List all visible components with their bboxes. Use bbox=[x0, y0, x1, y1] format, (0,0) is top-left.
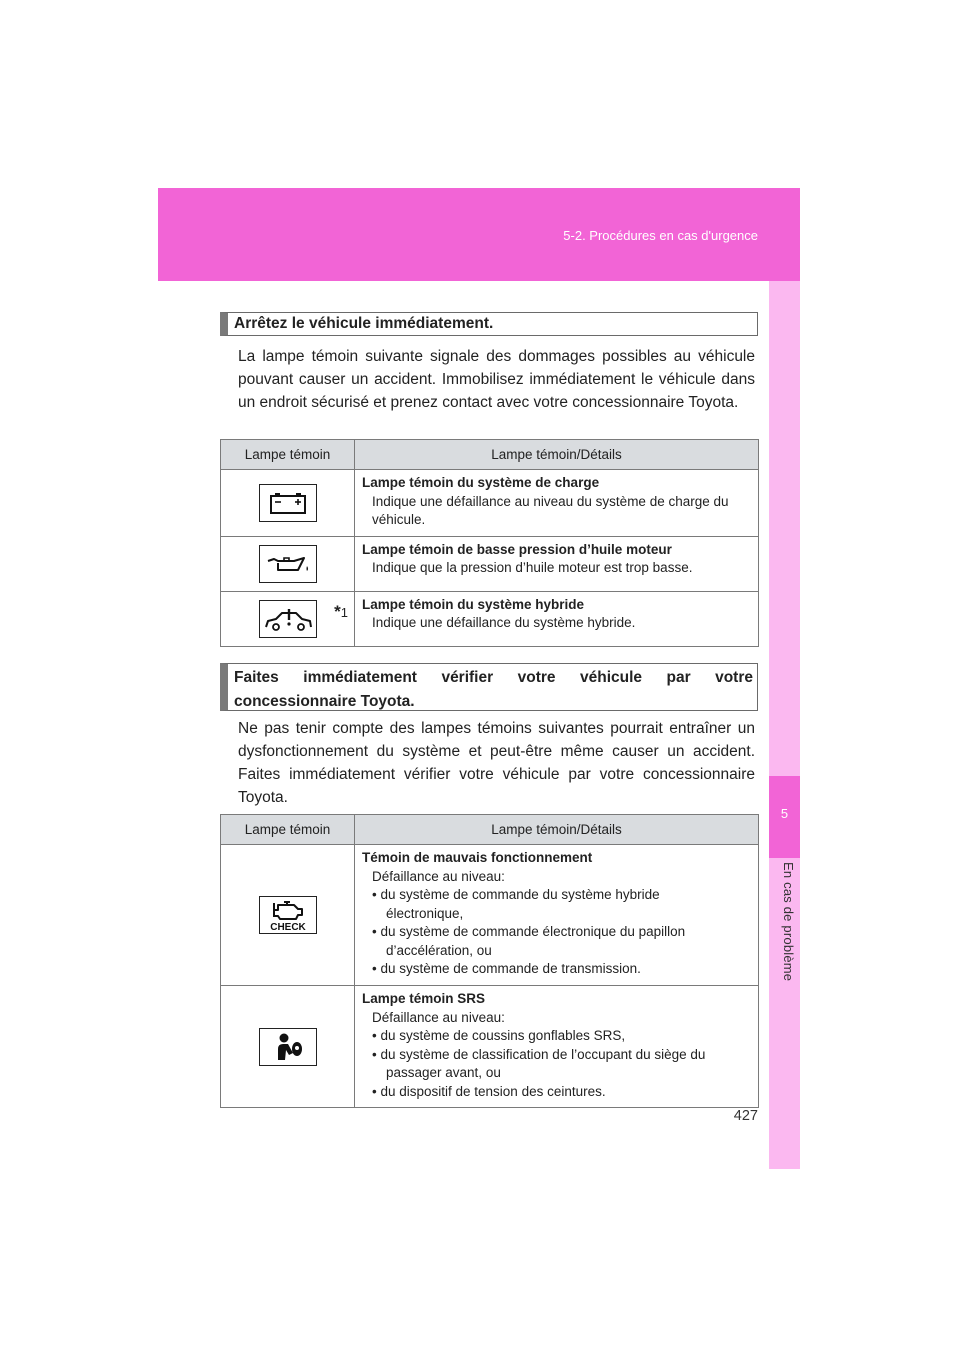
table-header-row bbox=[221, 440, 759, 470]
list-item-cont: d’accélération, ou bbox=[386, 942, 492, 958]
list-item: • du système de classification de l’occupant du siège du bbox=[372, 1046, 706, 1062]
chapter-number: 5 bbox=[780, 806, 789, 821]
lamp-title: Lampe témoin du système de charge bbox=[362, 475, 600, 490]
table-row bbox=[221, 845, 759, 986]
lamp-title: Lampe témoin du système hybride bbox=[362, 596, 585, 612]
section-paragraph-stop: La lampe témoin suivante signale des dommages possibles au véhicule pouvant causer un accident. Immobilisez immédiatement le véhicule dans un endroit sécurisé et prenez contact avec votre concessionnaire Toyota. bbox=[238, 348, 755, 411]
header-band bbox=[158, 188, 800, 281]
warning-table-stop bbox=[220, 439, 759, 647]
lamp-detail: Indique que la pression d’huile moteur est trop basse. bbox=[372, 560, 693, 575]
table-row bbox=[221, 536, 759, 591]
warning-table-check bbox=[220, 814, 759, 1108]
section-heading-check: Faites immédiatement vérifier votre véhicule par votre concessionnaire Toyota. bbox=[220, 663, 758, 711]
battery-icon bbox=[259, 484, 317, 522]
table-header-row bbox=[221, 815, 759, 845]
section-paragraph-check: Ne pas tenir compte des lampes témoins suivantes pourrait entraîner un dysfonctionnement du système et peut-être même causer un accident. Faites immédiatement vérifier votre véhicule par votre concessionnaire Toyota. bbox=[238, 720, 755, 806]
lamp-title: Lampe témoin SRS bbox=[362, 991, 486, 1006]
svg-text:CHECK: CHECK bbox=[269, 922, 306, 933]
list-item: • du dispositif de tension des ceintures. bbox=[372, 1083, 606, 1099]
table-row bbox=[221, 591, 759, 646]
lamp-intro: Défaillance au niveau: bbox=[372, 1009, 505, 1025]
chapter-title: En cas de problème bbox=[781, 862, 796, 982]
column-header-details: Lampe témoin/Détails bbox=[355, 440, 759, 470]
footnote-marker: *1 bbox=[334, 601, 348, 621]
column-header-lamp: Lampe témoin bbox=[221, 440, 355, 470]
list-item: • du système de commande électronique du papillon bbox=[372, 924, 686, 939]
lamp-title: Témoin de mauvais fonctionnement bbox=[362, 850, 593, 865]
list-item-cont: électronique, bbox=[386, 905, 464, 921]
section-label: 5-2. Procédures en cas d'urgence bbox=[563, 228, 758, 243]
page-number: 427 bbox=[733, 1108, 758, 1124]
lamp-title: Lampe témoin de basse pression d’huile moteur bbox=[362, 541, 672, 557]
table-row bbox=[221, 470, 759, 537]
oil-can-icon bbox=[259, 545, 317, 583]
list-item: • du système de commande du système hybride bbox=[372, 887, 660, 902]
table-row bbox=[221, 986, 759, 1108]
side-tab bbox=[769, 281, 800, 1169]
list-item: • du système de commande de transmission. bbox=[372, 961, 641, 976]
lamp-intro: Défaillance au niveau: bbox=[372, 868, 505, 884]
airbag-icon bbox=[259, 1028, 317, 1066]
lamp-detail: Indique une défaillance au niveau du système de charge du véhicule. bbox=[372, 493, 729, 527]
column-header-lamp: Lampe témoin bbox=[221, 815, 355, 845]
hybrid-car-icon bbox=[259, 600, 317, 638]
check-engine-icon bbox=[259, 896, 317, 934]
list-item-cont: passager avant, ou bbox=[386, 1065, 501, 1080]
lamp-detail: Indique une défaillance du système hybride. bbox=[372, 615, 636, 630]
column-header-details: Lampe témoin/Détails bbox=[355, 815, 759, 845]
section-heading-stop: Arrêtez le véhicule immédiatement. bbox=[220, 312, 758, 336]
list-item: • du système de coussins gonflables SRS, bbox=[372, 1028, 626, 1043]
